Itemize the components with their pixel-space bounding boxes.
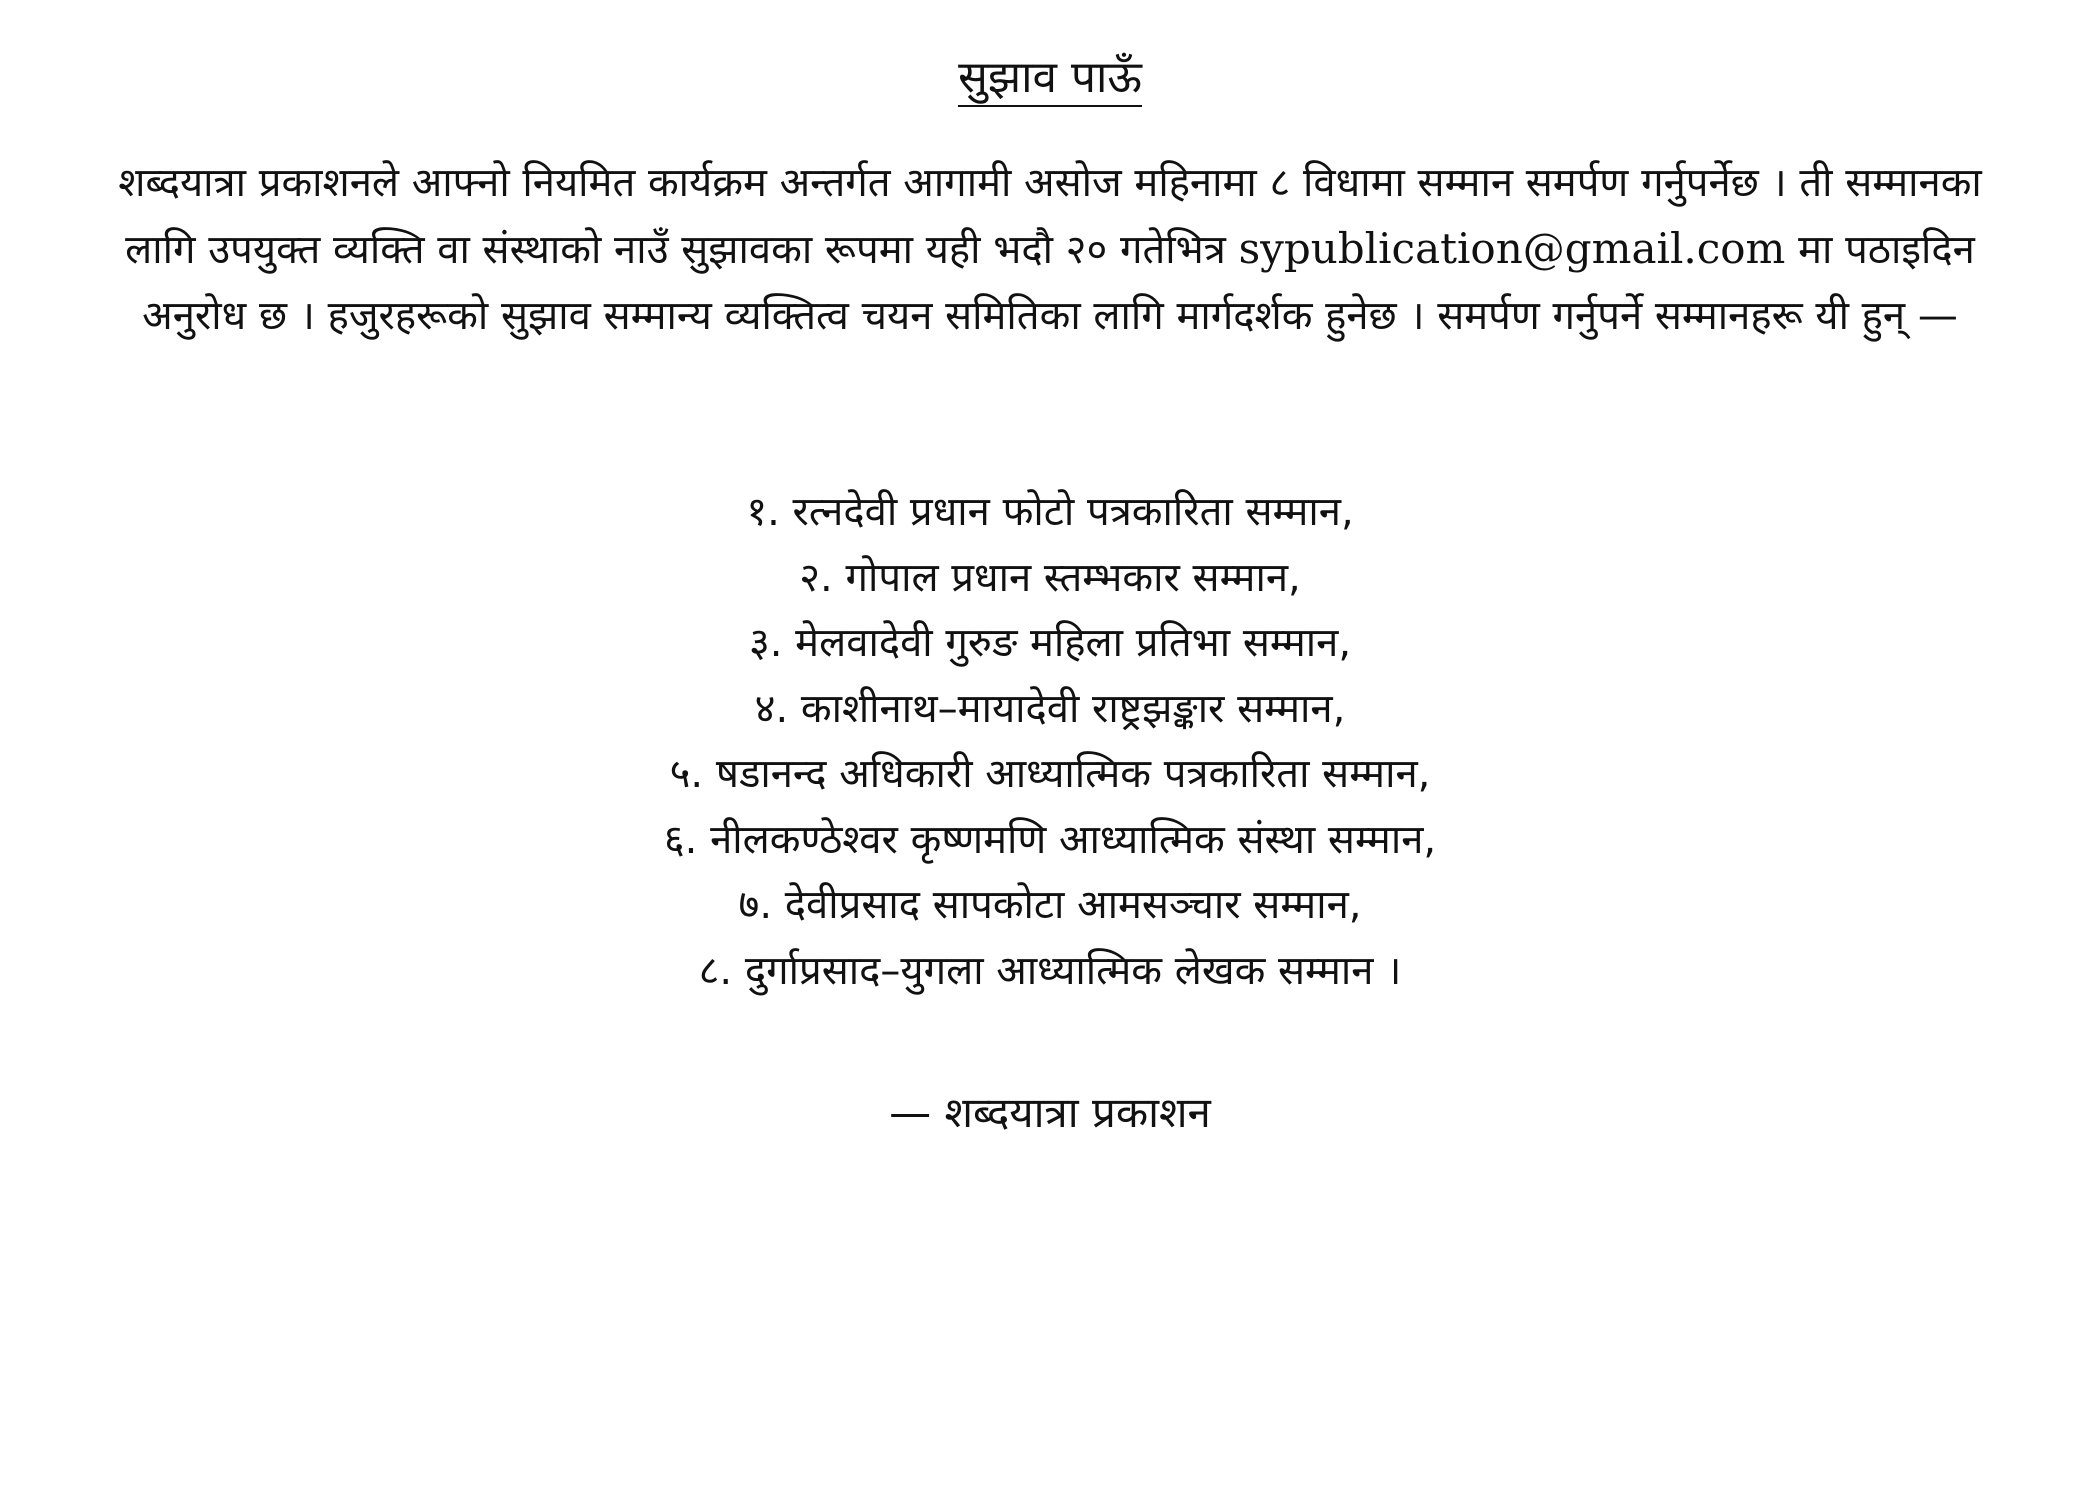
email-address[interactable]: sypublication@gmail.com	[1238, 224, 1786, 273]
intro-text-part2: मा पठाइदिन अनुरोध छ । हजुरहरूको सुझाव सम्मान्य व्यक्तित्व चयन समितिका लागि मार्गदर्शक हुनेछ । समर्पण गर्नुपर्ने सम्मानहरू यी हुन् —	[142, 227, 1975, 339]
signature: — शब्दयात्रा प्रकाशन	[889, 1088, 1211, 1137]
notice-title	[0, 48, 2100, 108]
award-item: ५. षडानन्द अधिकारी आध्यात्मिक पत्रकारिता सम्मान,	[669, 751, 1431, 797]
award-item: १. रत्नदेवी प्रधान फोटो पत्रकारिता सम्मान,	[746, 489, 1354, 535]
award-item: ४. काशीनाथ–मायादेवी राष्ट्रझङ्कार सम्मान,	[754, 685, 1346, 732]
award-item: ३. मेलवादेवी गुरुङ महिला प्रतिभा सम्मान,	[748, 620, 1352, 666]
awards-list	[0, 480, 2100, 1004]
award-item: २. गोपाल प्रधान स्तम्भकार सम्मान,	[799, 554, 1301, 601]
award-item: ८. दुर्गाप्रसाद–युगला आध्यात्मिक लेखक सम्मान ।	[698, 947, 1402, 994]
award-item: ६. नीलकण्ठेश्वर कृष्णमणि आध्यात्मिक संस्था सम्मान,	[663, 816, 1437, 863]
intro-text-part1: शब्दयात्रा प्रकाशनले आफ्नो नियमित कार्यक्रम अन्तर्गत आगामी असोज महिनामा ८ विधामा सम्मान समर्पण गर्नुपर्नेछ । ती सम्मानका लागि उपयुक्त व्यक्ति वा संस्थाको नाउँ सुझावका रूपमा यही भदौ २० गतेभित्र	[118, 160, 1982, 273]
intro-paragraph	[100, 150, 2000, 349]
award-item: ७. देवीप्रसाद सापकोटा आमसञ्चार सम्मान,	[738, 882, 1362, 928]
notice-title-text: सुझाव पाऊँ	[958, 52, 1142, 107]
